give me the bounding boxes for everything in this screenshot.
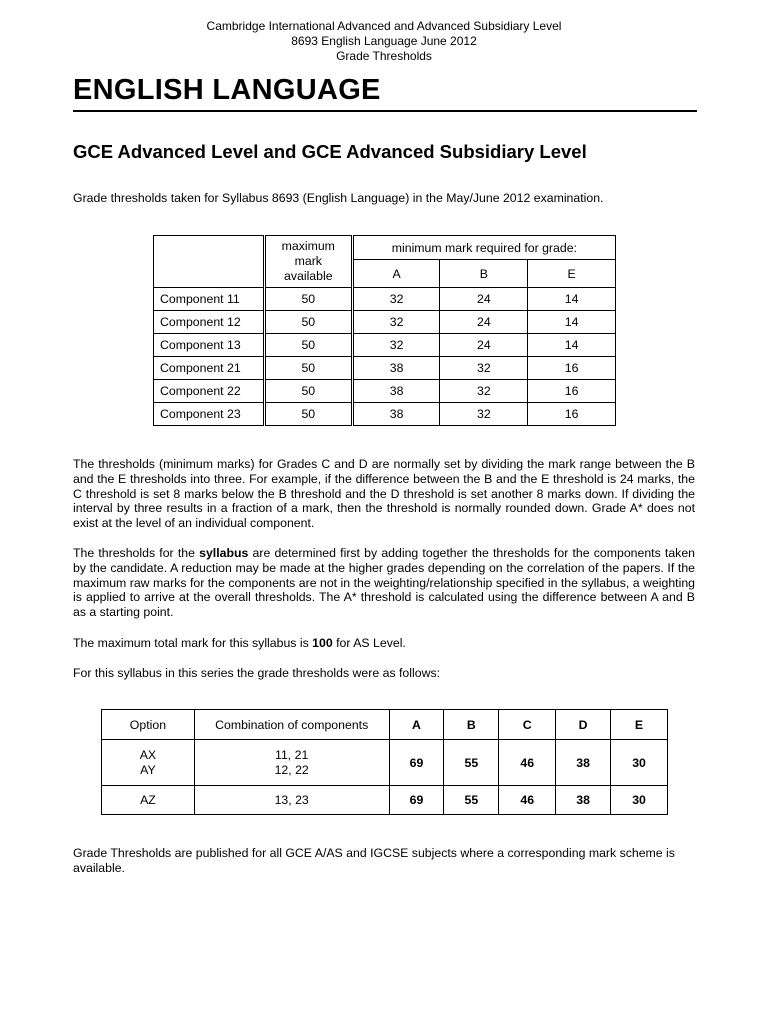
table-row <box>154 357 616 380</box>
table-row <box>154 288 616 311</box>
max-mark-header <box>264 236 352 288</box>
component-table-body <box>154 288 616 426</box>
combination-cell-line: 12, 22 <box>274 762 309 777</box>
header-line-institution: Cambridge International Advanced and Advanced Subsidiary Level <box>206 19 562 33</box>
grade-e-cell: 16 <box>528 403 616 426</box>
table-row <box>154 403 616 426</box>
min-mark-header: minimum mark required for grade: <box>352 236 615 260</box>
max-mark-cell: 50 <box>264 334 352 357</box>
option-table-body <box>102 740 668 815</box>
component-thresholds-table <box>153 235 616 426</box>
combination-cell <box>194 740 389 786</box>
option-cell-line: AY <box>140 762 156 777</box>
combination-cell-line: 11, 21 <box>275 747 309 762</box>
grade-c-threshold-cell: 46 <box>499 740 556 786</box>
option-cell <box>102 786 195 815</box>
grade-e-threshold-cell: 30 <box>611 786 668 815</box>
grade-b-cell: 32 <box>440 357 528 380</box>
grade-a-cell: 32 <box>352 288 440 311</box>
max-total-pre: The maximum total mark for this syllabus is <box>73 636 313 650</box>
grade-b-header: B <box>440 260 528 288</box>
max-mark-cell: 50 <box>264 380 352 403</box>
component-name-cell: Component 22 <box>154 380 265 403</box>
max-mark-header-line: mark <box>294 254 322 268</box>
grade-e-threshold-cell: 30 <box>611 740 668 786</box>
table-corner-cell <box>154 236 265 288</box>
footer-note: Grade Thresholds are published for all GCE A/AS and IGCSE subjects where a corresponding mark scheme is available. <box>73 846 675 875</box>
grade-b-cell: 32 <box>440 403 528 426</box>
page-title: ENGLISH LANGUAGE <box>73 74 381 106</box>
component-name-cell: Component 11 <box>154 288 265 311</box>
max-total-paragraph <box>73 636 695 651</box>
component-name-cell: Component 23 <box>154 403 265 426</box>
syllabus-paragraph-pre: The thresholds for the <box>73 546 200 560</box>
grade-e-header: E <box>611 710 668 740</box>
header-line-doc-type: Grade Thresholds <box>336 49 432 63</box>
grade-c-header: C <box>499 710 556 740</box>
grade-e-cell: 14 <box>528 334 616 357</box>
grade-a-cell: 38 <box>352 403 440 426</box>
table-row <box>102 740 668 786</box>
max-mark-header-line: maximum <box>281 239 335 253</box>
component-name-cell: Component 21 <box>154 357 265 380</box>
page-subtitle: GCE Advanced Level and GCE Advanced Subsidiary Level <box>73 141 587 162</box>
intro-paragraph: Grade thresholds taken for Syllabus 8693 (English Language) in the May/June 2012 examination. <box>73 191 604 205</box>
grade-b-cell: 24 <box>440 311 528 334</box>
grade-e-cell: 14 <box>528 288 616 311</box>
max-mark-cell: 50 <box>264 357 352 380</box>
component-name-cell: Component 13 <box>154 334 265 357</box>
grade-b-cell: 24 <box>440 288 528 311</box>
component-name-cell: Component 12 <box>154 311 265 334</box>
grade-a-cell: 32 <box>352 311 440 334</box>
table-row <box>102 786 668 815</box>
option-cell-line: AX <box>139 747 157 762</box>
grade-a-threshold-cell: 69 <box>389 786 444 815</box>
grade-a-threshold-cell: 69 <box>389 740 444 786</box>
max-mark-header-line: available <box>284 269 333 283</box>
grade-c-threshold-cell: 46 <box>499 786 556 815</box>
grade-a-header: A <box>389 710 444 740</box>
table-row <box>154 311 616 334</box>
syllabus-paragraph-bold: syllabus <box>199 546 249 560</box>
grade-a-header: A <box>352 260 440 288</box>
document-header <box>0 19 768 64</box>
max-total-post: for AS Level. <box>332 636 406 650</box>
grade-b-cell: 32 <box>440 380 528 403</box>
combination-header: Combination of components <box>194 710 389 740</box>
option-cell-line: AZ <box>140 792 156 807</box>
max-mark-cell: 50 <box>264 311 352 334</box>
title-underline <box>73 110 697 112</box>
grade-a-cell: 32 <box>352 334 440 357</box>
grade-e-cell: 14 <box>528 311 616 334</box>
table-row <box>154 334 616 357</box>
grade-d-header: D <box>556 710 611 740</box>
grade-b-threshold-cell: 55 <box>444 786 499 815</box>
thresholds-explanation-paragraph: The thresholds (minimum marks) for Grades C and D are normally set by dividing the mark range between the B and the E thresholds into three. For example, if the difference between the B and the E threshold is 24 marks, the C threshold is set 8 marks below the B threshold and the D threshold is set another 8 marks down. If dividing the interval by three results in a fraction of a mark, then the threshold is normally rounded down. Grade A* does not exist at the level of an individual component. <box>73 457 695 531</box>
grade-b-header: B <box>444 710 499 740</box>
max-total-value: 100 <box>312 636 333 650</box>
max-mark-cell: 50 <box>264 403 352 426</box>
grade-d-threshold-cell: 38 <box>556 740 611 786</box>
max-mark-cell: 50 <box>264 288 352 311</box>
option-thresholds-table <box>101 709 668 815</box>
combination-cell <box>194 786 389 815</box>
syllabus-paragraph-post: are determined first by adding together the thresholds for the components taken by the candidate. A reduction may be made at the higher grades depending on the correlation of the papers. If the maximum raw marks for the components are not in the weighting/relationship specified in the syllabus, a weighting is applied to arrive at the overall thresholds. The A* threshold is calculated using the difference between A and B as a starting point. <box>73 546 695 620</box>
grade-d-threshold-cell: 38 <box>556 786 611 815</box>
grade-a-cell: 38 <box>352 380 440 403</box>
grade-e-header: E <box>528 260 616 288</box>
grade-b-cell: 24 <box>440 334 528 357</box>
option-cell <box>102 740 195 786</box>
series-thresholds-intro: For this syllabus in this series the grade thresholds were as follows: <box>73 666 441 680</box>
header-line-syllabus: 8693 English Language June 2012 <box>291 34 477 48</box>
grade-b-threshold-cell: 55 <box>444 740 499 786</box>
grade-e-cell: 16 <box>528 380 616 403</box>
grade-e-cell: 16 <box>528 357 616 380</box>
combination-cell-line: 13, 23 <box>274 792 309 807</box>
syllabus-thresholds-paragraph <box>73 546 695 620</box>
grade-a-cell: 38 <box>352 357 440 380</box>
table-row <box>154 380 616 403</box>
option-header: Option <box>102 710 195 740</box>
